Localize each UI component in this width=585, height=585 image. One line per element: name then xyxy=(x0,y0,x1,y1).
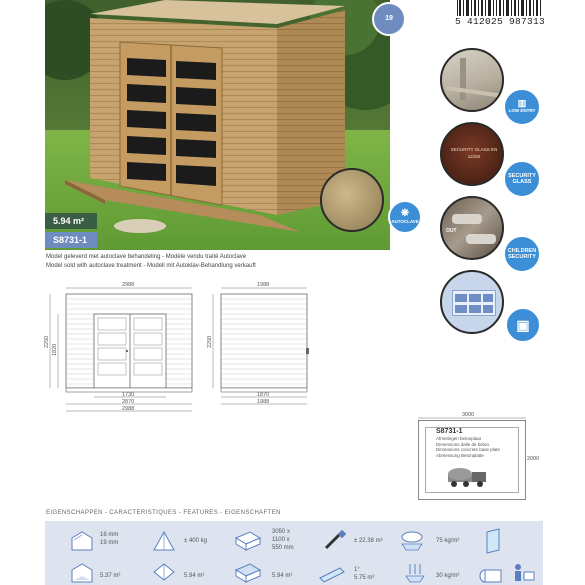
glass-stamp-text: SECURITY GLASS EN 12150 xyxy=(450,147,498,159)
front-top-width: 2988 xyxy=(122,282,135,288)
front-bottom-width: 2988 xyxy=(122,406,135,412)
snow-load-icon xyxy=(398,530,426,552)
low-entry-feature-photo xyxy=(440,48,504,112)
roof-slope-icon xyxy=(318,564,346,584)
barcode-number: 5 412025 987313 xyxy=(452,16,548,27)
wall-thickness-badge xyxy=(372,2,406,36)
packaging-feature-photo xyxy=(440,270,504,334)
base-plate-description xyxy=(436,436,500,458)
concrete-mixer-truck-icon xyxy=(446,466,490,488)
water-drops-icon: ❋ xyxy=(400,207,410,219)
properties-heading: EIGENSCHAPPEN - CARACTERISTIQUES - FEATURES - EIGENSCHAFTEN xyxy=(46,510,281,516)
caption-line-2: Model sold with autoclave treatment - Modell mit Autoklav-Behandlung verkauft xyxy=(46,262,256,269)
wall-thickness-icon xyxy=(70,530,94,552)
package-size-3: 550 mm xyxy=(272,545,294,551)
weight-icon xyxy=(152,530,176,552)
side-inner-width: 1870 xyxy=(257,392,270,398)
wall-thickness-1: 16 mm xyxy=(100,532,119,538)
snow-load-text: 75 kg/m² xyxy=(436,538,460,544)
box-icon: ▣ xyxy=(516,316,530,333)
base-plate-title: S8731-1 xyxy=(436,428,463,435)
side-top-width: 1988 xyxy=(257,282,270,288)
treatment-captions xyxy=(46,253,406,270)
floor-area-icon xyxy=(70,562,94,584)
model-code-badge: S8731-1 xyxy=(45,232,97,248)
wind-load-text: 30 kg/m² xyxy=(436,573,460,579)
front-elevation-drawing xyxy=(44,280,204,415)
security-glass-label: SECURITY GLASS xyxy=(508,172,536,185)
package-size-text xyxy=(272,528,294,552)
front-inner-width: 2870 xyxy=(122,399,135,405)
low-entry-badge xyxy=(503,88,541,126)
packaging-badge xyxy=(505,307,541,343)
children-security-badge xyxy=(503,235,541,273)
autoclave-badge xyxy=(388,200,422,234)
base-top-dim: 3000 xyxy=(462,412,475,418)
children-security-feature-photo xyxy=(440,196,504,260)
autoclave-label: AUTOCLAVE xyxy=(391,218,419,224)
base-line-3: Dimensions concrete base plate xyxy=(436,447,501,452)
roof-slope-angle: 1° xyxy=(354,567,360,573)
glass-icon xyxy=(484,528,502,554)
wall-thickness-2: 19 mm xyxy=(100,540,119,546)
roof-area-text: 5.94 m² xyxy=(272,573,293,579)
front-door-width: 1730 xyxy=(122,392,135,398)
package-size-1: 3050 x xyxy=(272,529,291,535)
front-door-height: 1820 xyxy=(52,343,58,356)
area-badge: 5.94 m² xyxy=(45,213,97,229)
out-text: OUT xyxy=(446,228,457,234)
package-size-2: 1100 x xyxy=(272,537,290,543)
low-entry-label: LOW ENTRY xyxy=(508,108,536,114)
base-side-dim: 2000 xyxy=(527,456,540,462)
wind-load-icon xyxy=(402,562,428,584)
thickness-value: 19 xyxy=(385,15,393,22)
roofing-roll-icon xyxy=(478,564,504,584)
paint-brush-icon xyxy=(322,530,346,552)
base-line-4: Abmessung Betonplatte xyxy=(436,452,484,458)
roof-slope-text xyxy=(354,566,374,582)
base-line-1: Afmetingen betonplaat xyxy=(436,436,482,441)
security-glass-feature-photo xyxy=(440,122,504,186)
roof-area-icon xyxy=(234,562,262,584)
assembly-icon xyxy=(510,562,536,584)
front-total-height: 2250 xyxy=(44,335,50,348)
package-size-icon xyxy=(234,530,262,552)
children-security-label: CHILDREN SECURITY xyxy=(507,247,537,260)
wall-thickness-text xyxy=(100,531,118,547)
paint-area-text: ± 22.38 m² xyxy=(354,538,383,544)
security-glass-badge xyxy=(503,160,541,198)
surface-icon xyxy=(152,562,176,584)
base-line-2: Dimensions dalle de béton xyxy=(436,441,490,447)
side-height: 2250 xyxy=(207,335,213,348)
low-entry-icon: ▥ xyxy=(517,98,527,109)
caption-line-1: Model geleverd met autoclave behandeling - Modèle vendu traité Autoclave xyxy=(46,254,247,260)
floor-area-text: 5.37 m² xyxy=(100,573,121,579)
side-bottom-width: 1988 xyxy=(257,399,270,405)
autoclave-feature-photo xyxy=(320,168,384,232)
side-elevation-drawing xyxy=(205,280,320,415)
surface-text: 5.94 m² xyxy=(184,573,205,579)
weight-text: ± 400 kg xyxy=(184,538,207,544)
roof-slope-area: 5.75 m² xyxy=(354,575,375,581)
